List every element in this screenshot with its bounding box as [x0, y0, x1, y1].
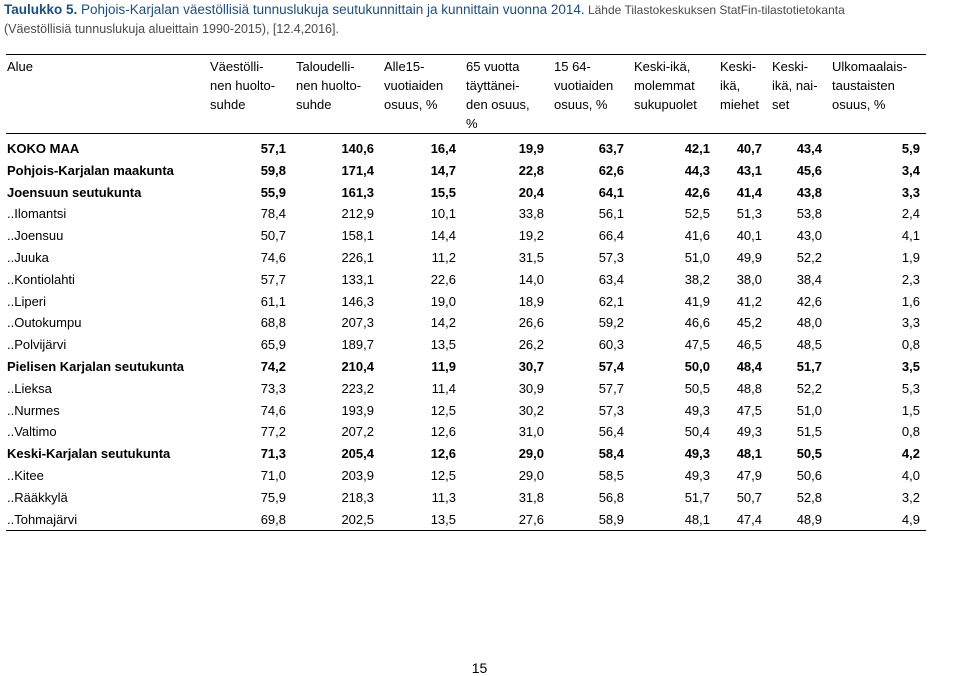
region-name-cell: ..Juuka: [7, 249, 49, 265]
region-name-cell: ..Lieksa: [7, 380, 52, 396]
value-cell: 14,0: [518, 271, 544, 287]
column-header: Keski- ikä, miehet: [716, 55, 768, 134]
value-cell: 57,7: [598, 380, 624, 396]
table-row: [6, 400, 926, 422]
value-cell: 171,4: [341, 162, 374, 178]
table-row: [6, 421, 926, 443]
table-row: [6, 312, 926, 334]
table-row: [6, 225, 926, 247]
value-cell: 48,0: [796, 315, 822, 331]
region-name-cell: KOKO MAA: [7, 141, 80, 156]
value-cell: 30,7: [518, 358, 544, 374]
value-cell: 38,2: [684, 271, 710, 287]
value-cell: 71,3: [260, 446, 286, 462]
value-cell: 64,1: [598, 184, 624, 200]
value-cell: 51,0: [684, 249, 710, 265]
column-header: Ulkomaalais- taustaisten osuus, %: [828, 55, 926, 134]
value-cell: 49,3: [684, 446, 710, 462]
value-cell: 57,1: [260, 141, 286, 156]
value-cell: 3,2: [901, 489, 920, 505]
value-cell: 10,1: [430, 206, 456, 222]
value-cell: 47,5: [684, 337, 710, 353]
value-cell: 52,2: [796, 380, 822, 396]
value-cell: 1,9: [901, 249, 920, 265]
value-cell: 3,4: [901, 162, 920, 178]
value-cell: 47,4: [716, 509, 768, 531]
value-cell: 58,5: [598, 467, 624, 483]
value-cell: 50,6: [796, 467, 822, 483]
value-cell: 48,4: [736, 358, 762, 374]
value-cell: 41,4: [736, 184, 762, 200]
value-cell: 52,8: [796, 489, 822, 505]
column-header: 15 64- vuotiaiden osuus, %: [550, 55, 630, 134]
region-name-cell: ..Kontiolahti: [7, 271, 75, 287]
value-cell: 44,3: [684, 162, 710, 178]
value-cell: 48,8: [736, 380, 762, 396]
value-cell: 75,9: [260, 489, 286, 505]
value-cell: 49,9: [736, 249, 762, 265]
table-row: [6, 247, 926, 269]
value-cell: 50,5: [796, 446, 822, 462]
table-row: [6, 160, 926, 182]
column-header: Keski- ikä, nai- set: [768, 55, 828, 134]
table-row: [6, 443, 926, 465]
value-cell: 2,4: [901, 206, 920, 222]
value-cell: 59,2: [598, 315, 624, 331]
value-cell: 68,8: [260, 315, 286, 331]
region-name-cell: Joensuun seutukunta: [7, 184, 142, 200]
value-cell: 203,9: [341, 467, 374, 483]
value-cell: 49,3: [684, 402, 710, 418]
statistics-table: [6, 54, 926, 531]
region-name-cell: ..Joensuu: [7, 228, 64, 244]
value-cell: 13,5: [430, 337, 456, 353]
region-name-cell: Keski-Karjalan seutukunta: [7, 446, 171, 462]
value-cell: 41,6: [684, 228, 710, 244]
value-cell: 4,1: [901, 228, 920, 244]
value-cell: 45,2: [736, 315, 762, 331]
value-cell: 57,4: [598, 358, 624, 374]
page-number: 15: [471, 660, 488, 676]
table-row: [6, 134, 926, 160]
table-row: [6, 356, 926, 378]
table-row: [6, 509, 926, 531]
value-cell: 53,8: [796, 206, 822, 222]
value-cell: 14,2: [430, 315, 456, 331]
region-name-cell: ..Polvijärvi: [7, 337, 67, 353]
value-cell: 158,1: [341, 228, 374, 244]
value-cell: 30,9: [518, 380, 544, 396]
caption-line-1: [4, 0, 959, 20]
value-cell: 56,4: [598, 424, 624, 440]
value-cell: 207,3: [341, 315, 374, 331]
value-cell: 46,6: [684, 315, 710, 331]
table-body: [6, 134, 926, 531]
value-cell: 14,7: [430, 162, 456, 178]
column-header: Keski-ikä, molemmat sukupuolet: [630, 55, 716, 134]
value-cell: 193,9: [341, 402, 374, 418]
region-name-cell: ..Ilomantsi: [7, 206, 67, 222]
value-cell: 66,4: [598, 228, 624, 244]
value-cell: 48,5: [796, 337, 822, 353]
value-cell: 11,2: [431, 249, 456, 265]
region-name-cell: ..Outokumpu: [7, 315, 82, 331]
caption-title: Pohjois-Karjalan väestöllisiä tunnuslukuja seutukunnittain ja kunnittain vuonna 2014.: [77, 2, 585, 17]
value-cell: 48,1: [736, 446, 762, 462]
value-cell: 3,3: [901, 184, 920, 200]
value-cell: 16,4: [430, 141, 456, 156]
value-cell: 46,5: [736, 337, 762, 353]
value-cell: 73,3: [260, 380, 286, 396]
caption-label: Taulukko 5.: [4, 2, 78, 17]
value-cell: 1,6: [901, 293, 920, 309]
value-cell: 31,0: [518, 424, 544, 440]
region-name-cell: ..Nurmes: [7, 402, 60, 418]
value-cell: 47,9: [736, 467, 762, 483]
region-name-cell: Pielisen Karjalan seutukunta: [7, 358, 185, 374]
value-cell: 4,2: [901, 446, 920, 462]
value-cell: 50,4: [684, 424, 710, 440]
value-cell: 43,8: [796, 184, 822, 200]
column-header: Alle15- vuotiaiden osuus, %: [380, 55, 462, 134]
region-name-cell: ..Rääkkylä: [7, 489, 68, 505]
value-cell: 63,7: [598, 141, 624, 156]
table-row: [6, 487, 926, 509]
value-cell: 19,9: [518, 141, 544, 156]
value-cell: 218,3: [341, 489, 374, 505]
region-name-cell: ..Kitee: [7, 467, 44, 483]
table-row: [6, 378, 926, 400]
value-cell: 26,6: [518, 315, 544, 331]
value-cell: 11,9: [431, 358, 456, 374]
value-cell: 49,3: [736, 424, 762, 440]
value-cell: 140,6: [341, 141, 374, 156]
table-caption: [4, 0, 959, 39]
region-name-cell: Pohjois-Karjalan maakunta: [7, 162, 174, 178]
value-cell: 51,0: [796, 402, 822, 418]
value-cell: 49,3: [684, 467, 710, 483]
region-name-cell: ..Liperi: [7, 293, 47, 309]
value-cell: 207,2: [341, 424, 374, 440]
value-cell: 51,7: [796, 358, 822, 374]
value-cell: 57,7: [260, 271, 286, 287]
value-cell: 50,5: [684, 380, 710, 396]
value-cell: 57,3: [598, 402, 624, 418]
value-cell: 4,9: [828, 509, 926, 531]
value-cell: 59,8: [260, 162, 286, 178]
value-cell: 12,5: [430, 402, 456, 418]
value-cell: 71,0: [260, 467, 286, 483]
value-cell: 202,5: [292, 509, 380, 531]
value-cell: 78,4: [260, 206, 286, 222]
value-cell: 3,3: [901, 315, 920, 331]
region-name-cell: ..Valtimo: [7, 424, 57, 440]
value-cell: 74,2: [260, 358, 286, 374]
value-cell: 48,1: [630, 509, 716, 531]
value-cell: 31,8: [518, 489, 544, 505]
value-cell: 161,3: [341, 184, 374, 200]
value-cell: 77,2: [260, 424, 286, 440]
value-cell: 58,4: [598, 446, 624, 462]
value-cell: 210,4: [341, 358, 374, 374]
value-cell: 43,4: [796, 141, 822, 156]
value-cell: 42,6: [684, 184, 710, 200]
value-cell: 55,9: [260, 184, 286, 200]
value-cell: 12,6: [430, 446, 456, 462]
value-cell: 50,7: [736, 489, 762, 505]
value-cell: 58,9: [550, 509, 630, 531]
column-header-area: Alue: [6, 55, 206, 134]
value-cell: 3,5: [901, 358, 920, 374]
value-cell: 42,6: [796, 293, 822, 309]
value-cell: 27,6: [462, 509, 550, 531]
table-header-row: [6, 55, 926, 134]
value-cell: 61,1: [260, 293, 286, 309]
value-cell: 205,4: [341, 446, 374, 462]
column-header: Taloudelli- nen huolto- suhde: [292, 55, 380, 134]
value-cell: 50,7: [260, 228, 286, 244]
value-cell: 57,3: [598, 249, 624, 265]
table-row: [6, 334, 926, 356]
value-cell: 65,9: [260, 337, 286, 353]
value-cell: 63,4: [598, 271, 624, 287]
table-row: [6, 203, 926, 225]
value-cell: 133,1: [341, 271, 374, 287]
value-cell: 31,5: [518, 249, 544, 265]
value-cell: 41,2: [736, 293, 762, 309]
caption-source-line-2: (Väestöllisiä tunnuslukuja alueittain 1990-2015), [12.4,2016].: [4, 22, 339, 36]
value-cell: 12,5: [430, 467, 456, 483]
value-cell: 48,9: [768, 509, 828, 531]
value-cell: 43,0: [796, 228, 822, 244]
value-cell: 45,6: [796, 162, 822, 178]
value-cell: 226,1: [341, 249, 374, 265]
table-row: [6, 291, 926, 313]
value-cell: 50,0: [684, 358, 710, 374]
column-header: Väestölli- nen huolto- suhde: [206, 55, 292, 134]
value-cell: 41,9: [684, 293, 710, 309]
value-cell: 51,3: [736, 206, 762, 222]
value-cell: 74,6: [260, 249, 286, 265]
value-cell: 38,0: [736, 271, 762, 287]
value-cell: 146,3: [341, 293, 374, 309]
value-cell: 223,2: [341, 380, 374, 396]
table-row: [6, 182, 926, 204]
value-cell: 33,8: [518, 206, 544, 222]
value-cell: 30,2: [518, 402, 544, 418]
value-cell: 51,7: [684, 489, 710, 505]
value-cell: 42,1: [684, 141, 710, 156]
value-cell: 4,0: [901, 467, 920, 483]
value-cell: 0,8: [901, 424, 920, 440]
value-cell: 29,0: [518, 446, 544, 462]
value-cell: 22,8: [518, 162, 544, 178]
value-cell: 52,2: [796, 249, 822, 265]
value-cell: 19,0: [430, 293, 456, 309]
value-cell: 74,6: [260, 402, 286, 418]
region-name-cell: ..Tohmajärvi: [6, 509, 206, 531]
value-cell: 56,8: [598, 489, 624, 505]
value-cell: 26,2: [518, 337, 544, 353]
value-cell: 2,3: [901, 271, 920, 287]
value-cell: 0,8: [901, 337, 920, 353]
value-cell: 40,1: [736, 228, 762, 244]
value-cell: 13,5: [380, 509, 462, 531]
value-cell: 189,7: [341, 337, 374, 353]
value-cell: 212,9: [341, 206, 374, 222]
column-header: 65 vuotta täyttänei- den osuus, %: [462, 55, 550, 134]
value-cell: 47,5: [736, 402, 762, 418]
value-cell: 60,3: [598, 337, 624, 353]
value-cell: 20,4: [518, 184, 544, 200]
value-cell: 5,3: [901, 380, 920, 396]
value-cell: 12,6: [430, 424, 456, 440]
value-cell: 29,0: [518, 467, 544, 483]
table-row: [6, 465, 926, 487]
value-cell: 62,6: [598, 162, 624, 178]
value-cell: 18,9: [518, 293, 544, 309]
value-cell: 51,5: [796, 424, 822, 440]
value-cell: 15,5: [430, 184, 456, 200]
value-cell: 5,9: [901, 141, 920, 156]
value-cell: 43,1: [736, 162, 762, 178]
value-cell: 1,5: [901, 402, 920, 418]
caption-source: Lähde Tilastokeskuksen StatFin-tilastotietokanta: [584, 3, 845, 17]
value-cell: 11,3: [431, 489, 456, 505]
value-cell: 69,8: [206, 509, 292, 531]
value-cell: 19,2: [518, 228, 544, 244]
value-cell: 40,7: [736, 141, 762, 156]
value-cell: 22,6: [430, 271, 456, 287]
value-cell: 38,4: [796, 271, 822, 287]
value-cell: 14,4: [430, 228, 456, 244]
value-cell: 62,1: [598, 293, 624, 309]
value-cell: 11,4: [431, 380, 456, 396]
value-cell: 52,5: [684, 206, 710, 222]
value-cell: 56,1: [598, 206, 624, 222]
table-row: [6, 269, 926, 291]
